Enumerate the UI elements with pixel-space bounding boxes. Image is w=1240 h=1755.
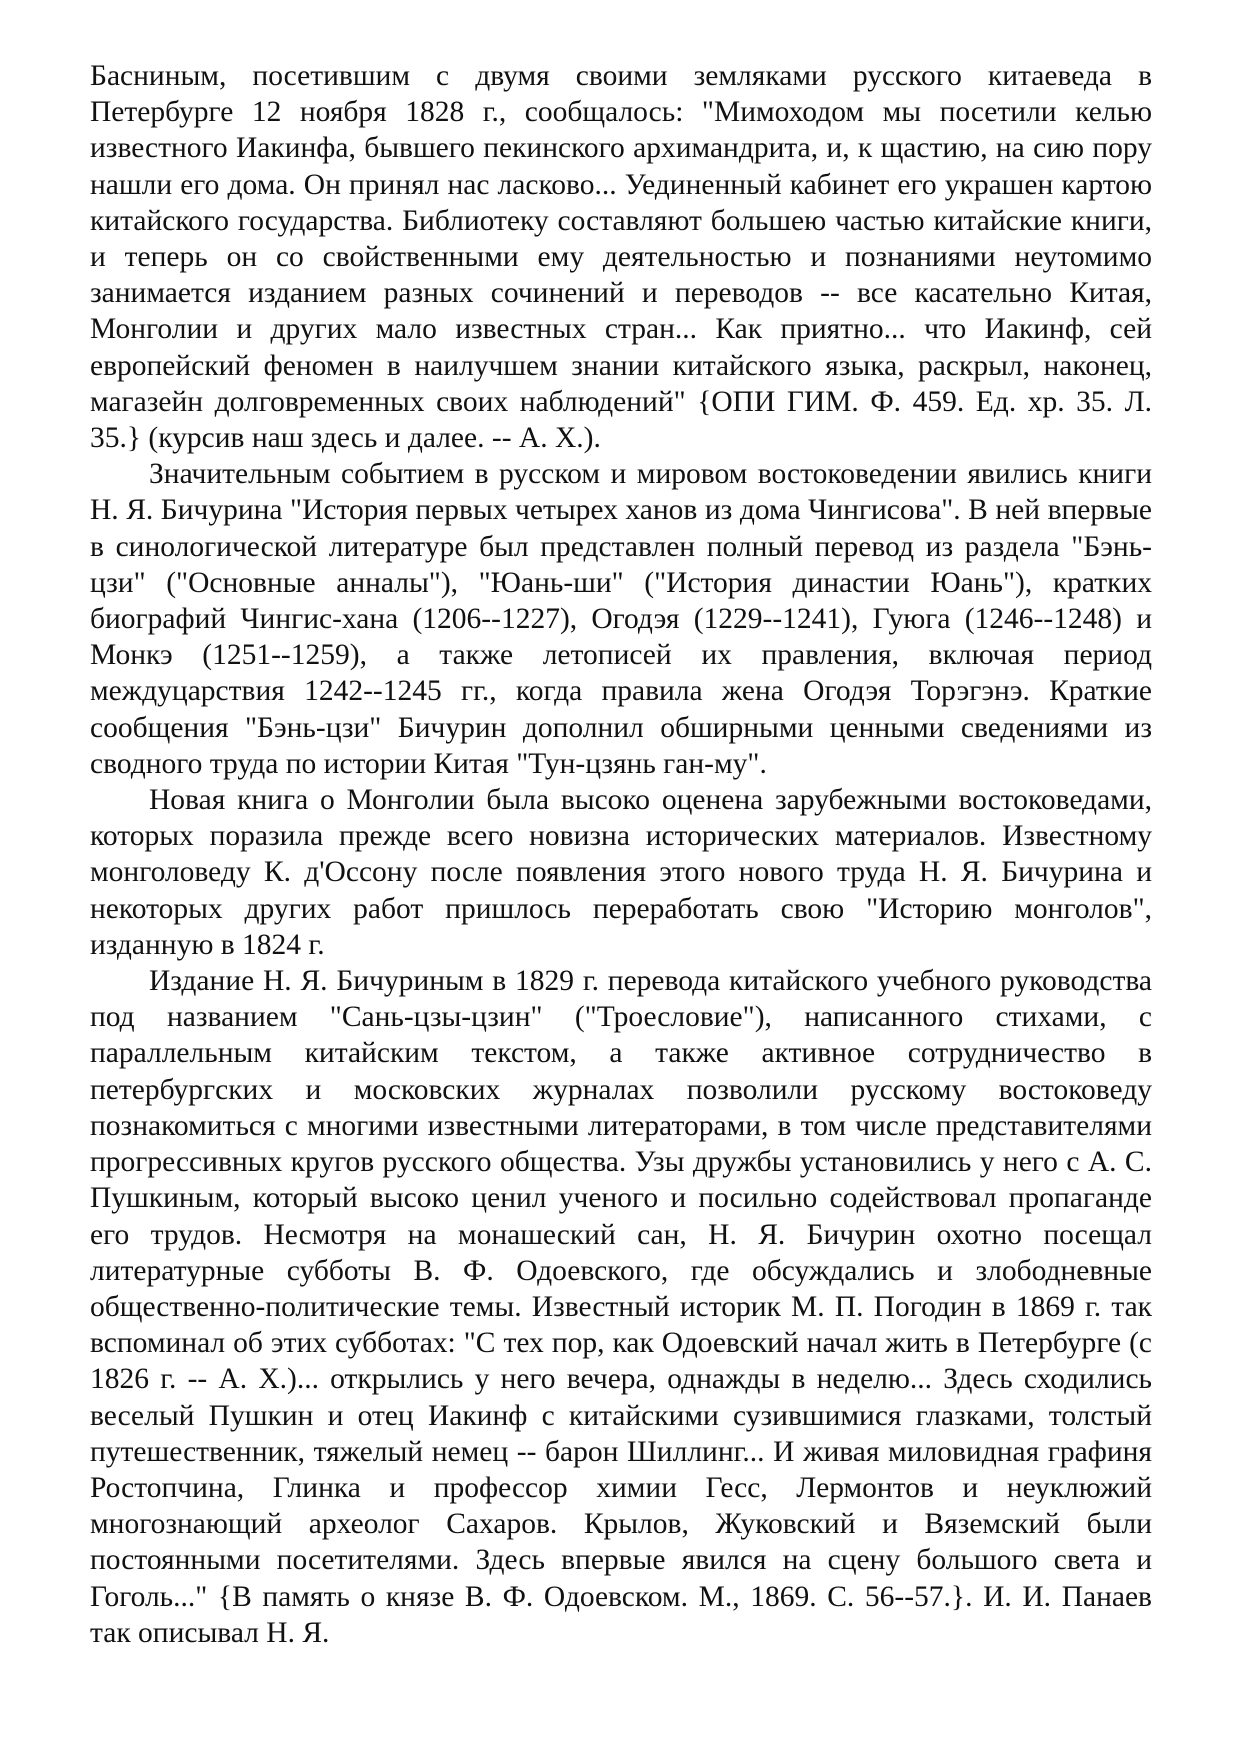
paragraph: Значительным событием в русском и мировом востоковедении явились книги Н. Я. Бичурина "История первых четырех ханов из дома Чингисова". В ней впервые в синологической литературе был представлен полный перевод из раздела "Бэнь-цзи" ("Основные анналы"), "Юань-ши" ("История династии Юань"), кратких биографий Чингис-хана (1206--1227), Огодэя (1229--1241), Гуюга (1246--1248) и Монкэ (1251--1259), а также летописей их правления, включая период междуцарствия 1242--1245 гг., когда правила жена Огодэя Торэгэнэ. Краткие сообщения "Бэнь-цзи" Бичурин дополнил обширными ценными сведениями из сводного труда по истории Китая "Тун-цзянь ган-му". <box>90 458 1152 780</box>
paragraph: Новая книга о Монголии была высоко оценена зарубежными востоковедами, которых поразила прежде всего новизна исторических материалов. Известному монголоведу К. д'Оссону после появления этого нового труда Н. Я. Бичурина и некоторых других работ пришлось переработать свою "Историю монголов", изданную в 1824 г. <box>90 784 1152 961</box>
paragraph: Издание Н. Я. Бичуриным в 1829 г. перевода китайского учебного руководства под названием "Сань-цзы-цзин" ("Троесловие"), написанного стихами, с параллельным китайским текстом, а также активное сотрудничество в петербургских и московских журналах позволили русскому востоковеду познакомиться с многими известными литераторами, в том числе представителями прогрессивных кругов русского общества. Узы дружбы установились у него с А. С. Пушкиным, который высоко ценил ученого и посильно содействовал пропаганде его трудов. Несмотря на монашеский сан, Н. Я. Бичурин охотно посещал литературные субботы В. Ф. Одоевского, где обсуждались и злободневные общественно-политические темы. Известный историк М. П. Погодин в 1869 г. так вспоминал об этих субботах: "С тех пор, как Одоевский начал жить в Петербурге (с 1826 г. -- А. Х.)... открылись у него вечера, однажды в неделю... Здесь сходились веселый Пушкин и отец Иакинф с китайскими сузившимися глазками, толстый путешественник, тяжелый немец -- барон Шиллинг... И живая миловидная графиня Ростопчина, Глинка и профессор химии Гесс, Лермонтов и неуклюжий многознающий археолог Сахаров. Крылов, Жуковский и Вяземский были постоянными посетителями. Здесь впервые явился на сцену большого света и Гоголь..." {В память о князе В. Ф. Одоевском. М., 1869. С. 56--57.}. И. И. Панаев так описывал Н. Я. <box>90 965 1152 1649</box>
document-page <box>90 58 1152 1651</box>
paragraph-continuation: Басниным, посетившим с двумя своими земляками русского китаеведа в Петербурге 12 ноября 1828 г., сообщалось: "Мимоходом мы посетили келью известного Иакинфа, бывшего пекинского архимандрита, и, к щастию, на сию пору нашли его дома. Он принял нас ласково... Уединенный кабинет его украшен картою китайского государства. Библиотеку составляют большею частью китайские книги, и теперь он со свойственными ему деятельностью и познаниями неутомимо занимается изданием разных сочинений и переводов -- все касательно Китая, Монголии и других мало известных стран... Как приятно... что Иакинф, сей европейский феномен в наилучшем знании китайского языка, раскрыл, наконец, магазейн долговременных своих наблюдений" {ОПИ ГИМ. Ф. 459. Ед. хр. 35. Л. 35.} (курсив наш здесь и далее. -- А. Х.). <box>90 60 1152 455</box>
